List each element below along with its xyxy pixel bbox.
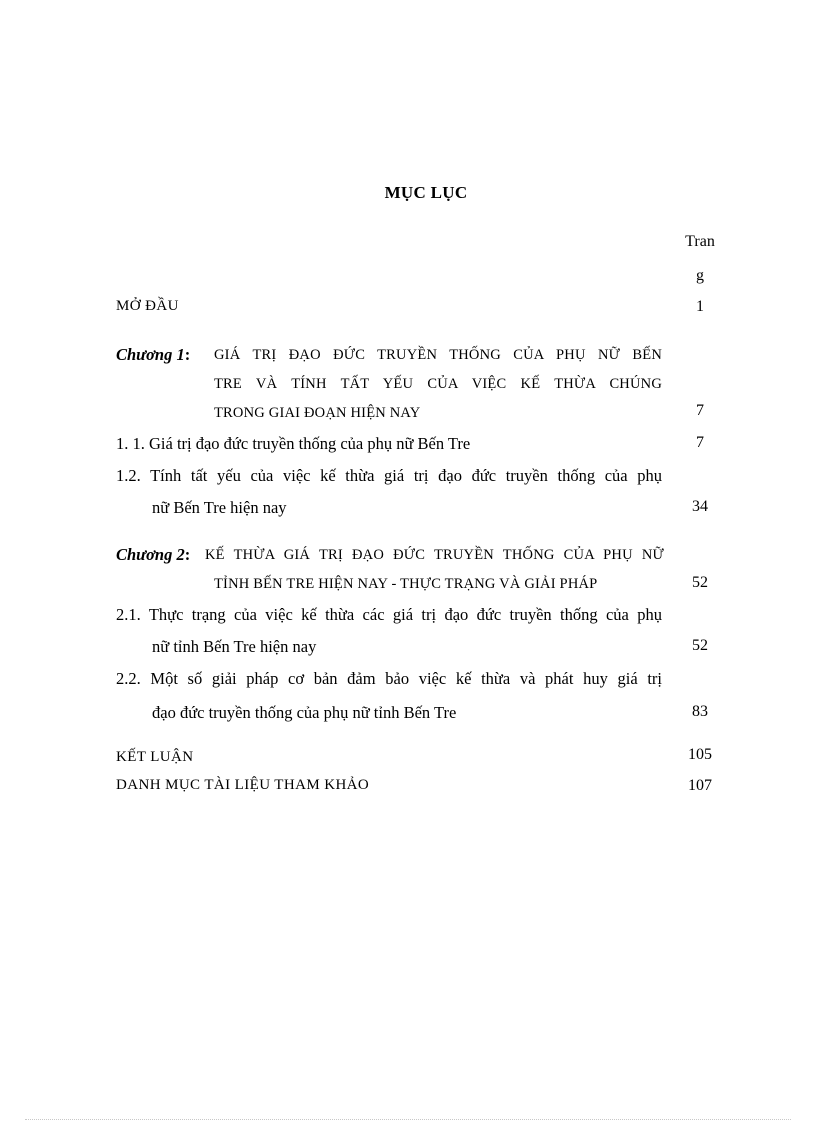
- toc-entry-2-2-line1: 2.2. Một số giải pháp cơ bản đảm bảo việc kế thừa và phát huy giá trị: [116, 669, 662, 688]
- toc-entry-1-1-page: 7: [696, 434, 704, 451]
- toc-entry-2-1-line1: 2.1. Thực trạng của việc kế thừa các giá trị đạo đức truyền thống của phụ: [116, 605, 662, 624]
- toc-entry-1-2-page: 34: [692, 498, 708, 515]
- chapter1-heading: [116, 345, 190, 365]
- chapter1-page: 7: [696, 402, 704, 419]
- toc-entry-intro: MỞ ĐẦU: [116, 298, 179, 314]
- page-bottom-divider: [25, 1119, 791, 1120]
- chapter1-title-line3: TRONG GIAI ĐOẠN HIỆN NAY: [214, 405, 421, 421]
- chapter2-title-line2: TỈNH BẾN TRE HIỆN NAY - THỰC TRẠNG VÀ GIẢI PHÁP: [214, 576, 598, 592]
- toc-entry-2-1-line2: nữ tỉnh Bến Tre hiện nay: [152, 637, 317, 656]
- toc-entry-2-2-line2: đạo đức truyền thống của phụ nữ tỉnh Bến Tre: [152, 703, 457, 722]
- chapter1-colon: :: [184, 345, 191, 364]
- toc-entry-2-2-page: 83: [692, 703, 708, 720]
- chapter2-heading: [116, 545, 190, 565]
- chapter1-prefix: Chương 1: [116, 345, 185, 364]
- chapter2-prefix: Chương 2: [116, 545, 185, 564]
- chapter1-title-line2: TRE VÀ TÍNH TẤT YẾU CỦA VIỆC KẾ THỪA CHÚNG: [214, 376, 662, 392]
- chapter1-title-line1: GIÁ TRỊ ĐẠO ĐỨC TRUYỀN THỐNG CỦA PHỤ NỮ BẾN: [214, 347, 662, 363]
- toc-entry-2-1-page: 52: [692, 637, 708, 654]
- chapter2-colon: :: [184, 545, 191, 564]
- toc-entry-1-1: 1. 1. Giá trị đạo đức truyền thống của phụ nữ Bến Tre: [116, 434, 471, 453]
- toc-entry-references: DANH MỤC TÀI LIỆU THAM KHẢO: [116, 777, 370, 793]
- chapter2-title-line1: KẾ THỪA GIÁ TRỊ ĐẠO ĐỨC TRUYỀN THỐNG CỦA PHỤ NỮ: [205, 547, 664, 563]
- page-column-header-line2: g: [696, 267, 704, 284]
- toc-entry-1-2-line1: 1.2. Tính tất yếu của việc kế thừa giá trị đạo đức truyền thống của phụ: [116, 466, 662, 485]
- toc-entry-conclusion-page: 105: [688, 746, 712, 763]
- toc-entry-conclusion: KẾT LUẬN: [116, 749, 194, 765]
- toc-title: MỤC LỤC: [384, 183, 468, 202]
- toc-entry-intro-page: 1: [696, 298, 704, 315]
- page-column-header-line1: Tran: [685, 233, 715, 250]
- chapter2-page: 52: [692, 574, 708, 591]
- toc-entry-references-page: 107: [688, 777, 712, 794]
- toc-entry-1-2-line2: nữ Bến Tre hiện nay: [152, 498, 287, 517]
